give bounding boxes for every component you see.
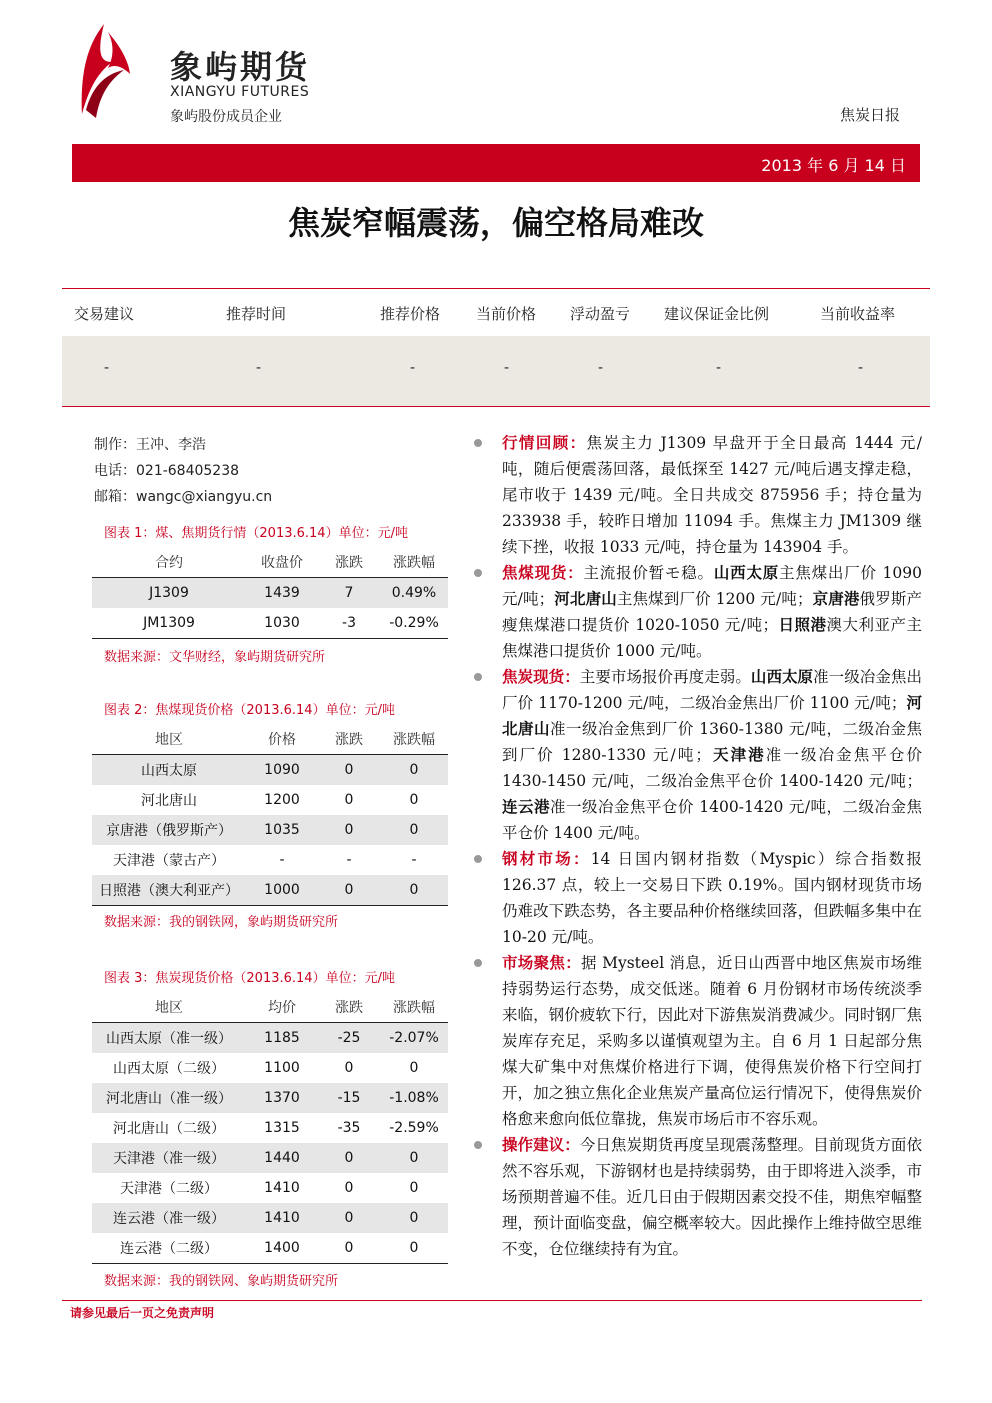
section-text: 主焦煤出厂价 1090 元/吨； (502, 564, 922, 608)
region-name: 河北唐山 (502, 694, 922, 738)
table-row (92, 785, 448, 815)
table-cell: JM1309 (92, 608, 246, 639)
table-cell: 河北唐山（准一级） (92, 1083, 246, 1113)
bullet-icon (474, 673, 482, 681)
table-header: 涨跌幅 (380, 991, 448, 1023)
region-name: 日照港 (778, 616, 827, 634)
table-cell: 连云港（二级） (92, 1233, 246, 1264)
section-label: 操作建议： (502, 1136, 580, 1154)
table-cell: 0 (318, 1233, 380, 1264)
region-name: 天津港 (710, 746, 766, 764)
table-cell: 1200 (264, 792, 300, 808)
table-cell: 0 (409, 792, 419, 808)
table-header: 地区 (92, 723, 246, 755)
table-cell: 河北唐山（二级） (113, 1121, 225, 1137)
report-date: 2013 年 6 月 14 日 (761, 156, 906, 175)
table-cell: 山西太原 (92, 755, 246, 786)
page-title: 焦炭窄幅震荡，偏空格局难改 (287, 204, 704, 242)
table-header: 涨跌幅 (380, 546, 448, 578)
table-cell: 0 (318, 815, 380, 845)
trade-value: - (256, 360, 262, 376)
section-label: 行情回顾： (502, 434, 587, 452)
region-name: 连云港 (502, 798, 550, 816)
trade-value: - (598, 360, 604, 376)
table-row (92, 1173, 448, 1203)
section-text: 准一级冶金焦到厂价 1360-1380 元/吨，二级冶金焦到厂价 1280-1330 元/吨； (502, 720, 922, 764)
report-type: 焦炭日报 (839, 106, 900, 124)
table-cell: 山西太原（准一级） (92, 1023, 246, 1054)
table-row (92, 1023, 448, 1054)
table-cell: 0 (318, 1203, 380, 1233)
section-steel (472, 846, 922, 950)
table-row (92, 1113, 448, 1143)
table-cell: 天津港（二级） (120, 1181, 218, 1197)
section-text: 焦炭主力 J1309 早盘开于全日最高 1444 元/吨，随后便震荡回落，最低探至 1427 元/吨后遇支撑走稳，尾市收于 1439 元/吨。全日共成交 875956 手；持仓量为 233938 手，较昨日增加 11094 手。焦煤主力 JM1309 继续下挫，收报 1033 元/吨，持仓量为 143904 手。 (502, 434, 922, 556)
table-cell: 0 (380, 1143, 448, 1173)
table-row (92, 578, 448, 609)
table-header: 均价 (246, 991, 318, 1023)
section-text: 14 日国内钢材指数（Myspic）综合指数报 126.37 点，较上一交易日下跌 0.19%。国内钢材现货市场仍难改下跌态势，各主要品种价格继续回落，但跌幅多集中在 10-20 元/吨。 (502, 850, 922, 946)
trade-header-cell: 当前收益率 (820, 305, 896, 323)
table-header: 价格 (246, 723, 318, 755)
email[interactable]: 邮箱：wangc@xiangyu.cn (94, 489, 273, 505)
table-row (92, 1143, 448, 1173)
table-cell: 0 (380, 875, 448, 906)
trade-value: - (858, 360, 864, 376)
table-header: 涨跌 (318, 546, 380, 578)
section-text: 主焦煤到厂价 1200 元/吨； (616, 590, 813, 608)
table-cell: 0 (380, 815, 448, 845)
section-market-review (472, 430, 922, 560)
table-cell: 日照港（澳大利亚产） (92, 875, 246, 906)
table-row (92, 608, 448, 639)
trade-value: - (104, 360, 110, 376)
table-cell: - (346, 852, 352, 868)
region-name: 山西太原 (713, 564, 780, 582)
table-cell: 0 (344, 1060, 354, 1076)
trade-table-row (62, 336, 930, 407)
section-text: 今日焦炭期货再度呈现震荡整理。目前现货方面依然不容乐观，下游钢材也是持续弱势，由于即将进入淡季，市场预期普遍不佳。近几日由于假期因素交投不佳，期焦窄幅整理，预计面临变盘，偏空概率较大。因此操作上维持做空思维不变，仓位继续持有为宜。 (502, 1136, 922, 1258)
section-label: 焦炭现货： (502, 668, 580, 686)
trade-header-cell: 建议保证金比例 (664, 305, 770, 323)
bullet-icon (474, 569, 482, 577)
table-cell: 1439 (246, 578, 318, 609)
logo-mark-icon (74, 22, 134, 118)
table-cell: 天津港（蒙古产） (113, 853, 225, 869)
table-cell: 1410 (264, 1180, 300, 1196)
section-label: 钢材市场： (502, 850, 591, 868)
table-cell: J1309 (92, 578, 246, 609)
table-row (92, 1053, 448, 1083)
brand-subtitle: 象屿股份成员企业 (170, 109, 282, 125)
fig1-source: 数据来源：文华财经，象屿期货研究所 (104, 650, 326, 665)
fig3-table (92, 991, 448, 1264)
trade-header-cell: 当前价格 (476, 305, 537, 323)
table-cell: 0 (344, 1180, 354, 1196)
table-cell: - (279, 852, 285, 868)
divider (62, 1300, 922, 1301)
section-advice (472, 1132, 922, 1262)
table-cell: -15 (318, 1083, 380, 1113)
table-row (92, 755, 448, 786)
fig2-source: 数据来源：我的钢铁网，象屿期货研究所 (104, 915, 339, 930)
table-header: 涨跌 (318, 991, 380, 1023)
table-cell: 1035 (246, 815, 318, 845)
section-text: 准一级冶金焦平仓价 1430-1450 元/吨，二级冶金焦平仓价 1400-1420 元/吨； (502, 746, 922, 790)
table-cell: 0 (409, 1180, 419, 1196)
table-cell: 天津港（准一级） (92, 1143, 246, 1173)
fig1-title: 图表 1：煤、焦期货行情（2013.6.14）单位：元/吨 (104, 526, 408, 541)
region-name: 京唐港 (812, 590, 860, 608)
table-row (92, 1233, 448, 1264)
bullet-icon (474, 855, 482, 863)
table-cell: 1315 (264, 1120, 300, 1136)
region-name: 河北唐山 (554, 590, 617, 608)
table-cell: 0 (380, 755, 448, 786)
table-header: 合约 (92, 546, 246, 578)
table-cell: 京唐港（俄罗斯产） (92, 815, 246, 845)
table-cell: 1000 (246, 875, 318, 906)
table-row (92, 845, 448, 875)
table-cell: 1100 (264, 1060, 300, 1076)
table-cell: 0 (344, 792, 354, 808)
table-cell: -35 (337, 1120, 361, 1136)
fig1-table (92, 546, 448, 639)
section-label: 焦煤现货： (502, 564, 584, 582)
table-cell: 0.49% (380, 578, 448, 609)
table-cell: - (411, 852, 417, 868)
table-header: 收盘价 (246, 546, 318, 578)
trade-value: - (410, 360, 416, 376)
section-coal-spot (472, 560, 922, 664)
fig2-title: 图表 2：焦煤现货价格（2013.6.14）单位：元/吨 (104, 703, 395, 718)
section-label: 市场聚焦： (502, 954, 582, 972)
table-cell: 1400 (246, 1233, 318, 1264)
table-cell: 0 (318, 875, 380, 906)
trade-header-cell: 推荐价格 (380, 305, 441, 323)
author: 制作：王冲、李浩 (94, 437, 206, 453)
trade-table-header (62, 289, 930, 335)
fig3-title: 图表 3：焦炭现货价格（2013.6.14）单位：元/吨 (104, 971, 395, 986)
trade-header-cell: 交易建议 (74, 305, 135, 323)
table-header: 涨跌幅 (380, 723, 448, 755)
brand-name-en: XIANGYU FUTURES (170, 84, 310, 100)
table-cell: -2.59% (389, 1120, 439, 1136)
brand-name: 象屿期货 (170, 48, 311, 86)
trade-value: - (716, 360, 722, 376)
table-cell: 7 (318, 578, 380, 609)
bullet-icon (474, 439, 482, 447)
bullet-icon (474, 1141, 482, 1149)
table-cell: -0.29% (380, 608, 448, 639)
table-row (92, 875, 448, 906)
table-row (92, 815, 448, 845)
section-text: 准一级冶金焦平仓价 1400-1420 元/吨，二级冶金焦平仓价 1400 元/吨。 (502, 798, 922, 842)
footer-disclaimer[interactable]: 请参见最后一页之免责声明 (70, 1306, 215, 1320)
table-cell: 1370 (246, 1083, 318, 1113)
section-text: 据 Mysteel 消息，近日山西晋中地区焦炭市场维持弱势运行态势，成交低迷。随着 6 月份钢材市场传统淡季来临，钢价疲软下行，因此对下游焦炭消费减少。同时钢厂焦炭库存充足，采购多以谨慎观望为主。自 6 月 1 日起部分焦煤大矿集中对焦煤价格进行下调，使得焦炭价格下行空间打开，加之独立焦化企业焦炭产量高位运行情况下，使得焦炭价格愈来愈向低位靠拢，焦炭市场后市不容乐观。 (502, 954, 922, 1128)
trade-header-cell: 浮动盈亏 (570, 305, 631, 323)
section-focus (472, 950, 922, 1132)
table-cell: 0 (409, 1060, 419, 1076)
table-header: 地区 (92, 991, 246, 1023)
region-name: 山西太原 (750, 668, 814, 686)
table-cell: 河北唐山 (141, 793, 197, 809)
table-cell: -3 (318, 608, 380, 639)
section-coke-spot (472, 664, 922, 846)
table-cell: 0 (380, 1233, 448, 1264)
table-cell: -25 (318, 1023, 380, 1054)
table-cell: 0 (380, 1203, 448, 1233)
table-cell: -2.07% (380, 1023, 448, 1054)
table-cell: 1410 (246, 1203, 318, 1233)
section-text: 俄罗斯产瘦焦煤港口提货价 1020-1050 元/吨； (502, 590, 922, 634)
table-header: 涨跌 (318, 723, 380, 755)
section-text: 准一级冶金焦出厂价 1170-1200 元/吨，二级冶金焦出厂价 1100 元/吨； (502, 668, 922, 712)
date-bar (72, 144, 920, 182)
bullet-icon (474, 959, 482, 967)
fig2-table (92, 723, 448, 906)
table-row (92, 1083, 448, 1113)
table-cell: 连云港（准一级） (92, 1203, 246, 1233)
table-cell: 山西太原（二级） (113, 1061, 225, 1077)
table-cell: 0 (318, 1143, 380, 1173)
commentary (472, 430, 922, 1262)
table-cell: 1440 (246, 1143, 318, 1173)
fig3-source: 数据来源：我的钢铁网、象屿期货研究所 (104, 1274, 339, 1289)
table-cell: -1.08% (380, 1083, 448, 1113)
table-cell: 1185 (246, 1023, 318, 1054)
table-row (92, 1203, 448, 1233)
section-text: 主要市场报价再度走弱。 (579, 668, 751, 686)
section-text: 澳大利亚产主焦煤港口提货价 1000 元/吨。 (502, 616, 922, 660)
phone: 电话：021-68405238 (94, 463, 240, 479)
table-cell: 1030 (246, 608, 318, 639)
table-cell: 0 (318, 755, 380, 786)
trade-value: - (504, 360, 510, 376)
section-text: 主流报价暂モ稳。 (583, 564, 714, 582)
table-cell: 1090 (246, 755, 318, 786)
trade-header-cell: 推荐时间 (226, 305, 287, 323)
